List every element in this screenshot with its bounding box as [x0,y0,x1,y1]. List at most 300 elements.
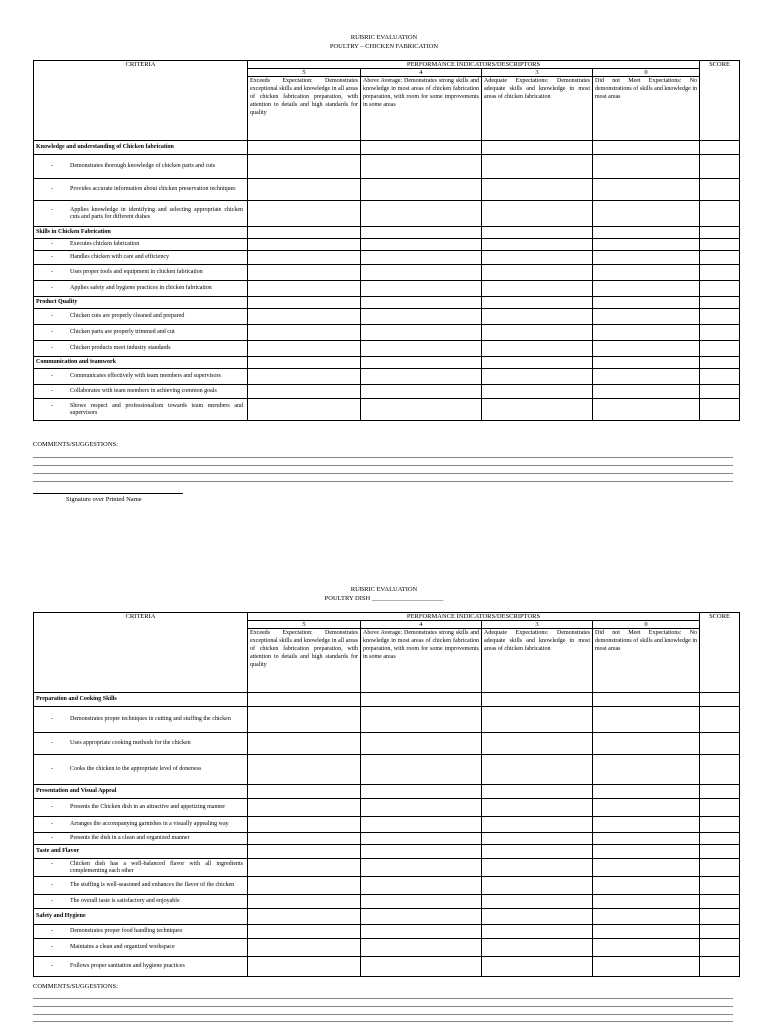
rating-cell[interactable] [593,325,700,341]
criteria-text: Chicken parts are properly trimmed and cut [70,328,175,335]
score-cell[interactable] [700,155,740,179]
section-row [34,357,740,369]
comment-line[interactable] [33,457,733,458]
bullet-dash: - [51,860,53,867]
rating-cell[interactable] [248,297,361,309]
level-num: 4 [361,621,482,629]
criteria-row [34,251,740,265]
level-descriptor: Exceeds Expectation: Demonstrates exceptional skills and knowledge in all areas of chicken fabrication preparation, with attention to details and high standards for quality [248,629,361,693]
rating-cell[interactable] [361,265,482,281]
criteria-text: Collaborates with team members in achieving common goals [70,387,217,394]
rating-cell[interactable] [361,733,482,755]
score-cell[interactable] [700,357,740,369]
rating-cell[interactable] [482,707,593,733]
rating-cell[interactable] [593,799,700,817]
rating-cell[interactable] [593,909,700,925]
rating-cell[interactable] [248,385,361,399]
rating-cell[interactable] [482,909,593,925]
criteria-text: Demonstrates thorough knowledge of chicken parts and cuts [70,162,216,169]
criteria-item [34,859,248,877]
rating-cell[interactable] [361,179,482,201]
criteria-text: Shows respect and professionalism towards team members and supervisors [70,402,243,416]
section-heading: Preparation and Cooking Skills [34,693,248,707]
comment-line[interactable] [33,1021,733,1022]
rating-cell[interactable] [593,707,700,733]
criteria-item [34,385,248,399]
rating-cell[interactable] [482,693,593,707]
rating-cell[interactable] [593,733,700,755]
rating-cell[interactable] [593,755,700,785]
sheet1-title: RUBRIC EVALUATION [350,34,418,41]
rating-cell[interactable] [248,785,361,799]
bullet-dash: - [51,284,53,291]
rubric-table-2 [33,612,740,977]
criteria-text: Chicken products meet industry standards [70,344,171,351]
rating-cell[interactable] [361,707,482,733]
rating-cell[interactable] [482,239,593,251]
rating-cell[interactable] [248,833,361,845]
criteria-header: CRITERIA [34,613,248,693]
rating-cell[interactable] [361,817,482,833]
rating-cell[interactable] [361,227,482,239]
rating-cell[interactable] [361,357,482,369]
criteria-text: Follows proper sanitation and hygiene practices [70,962,185,969]
rating-cell[interactable] [248,265,361,281]
bullet-dash: - [51,897,53,904]
bullet-dash: - [51,739,53,746]
score-cell[interactable] [700,895,740,909]
rating-cell[interactable] [361,859,482,877]
rating-cell[interactable] [361,369,482,385]
bullet-dash: - [51,185,53,192]
rating-cell[interactable] [593,693,700,707]
rating-cell[interactable] [593,895,700,909]
score-cell[interactable] [700,251,740,265]
rating-cell[interactable] [482,309,593,325]
section-row [34,845,740,859]
rating-cell[interactable] [593,341,700,357]
rating-cell[interactable] [482,817,593,833]
criteria-header: CRITERIA [34,61,248,141]
criteria-text: The stuffing is well-seasoned and enhances the flavor of the chicken [70,881,235,888]
level-descriptor: Above Average: Demonstrates strong skills and knowledge in most areas of chicken fabrication preparation, with room for some improvements in some areas [361,629,482,693]
criteria-row [34,957,740,977]
score-cell[interactable] [700,309,740,325]
rating-cell[interactable] [361,385,482,399]
rating-cell[interactable] [482,201,593,227]
rating-cell[interactable] [248,693,361,707]
rating-cell[interactable] [361,877,482,895]
criteria-text: Chicken cuts are properly cleaned and prepared [70,312,185,319]
criteria-item [34,957,248,977]
score-cell[interactable] [700,201,740,227]
score-cell[interactable] [700,297,740,309]
rating-cell[interactable] [593,385,700,399]
level-num: 5 [248,69,361,77]
level-num: 0 [593,621,700,629]
score-cell[interactable] [700,399,740,421]
rating-cell[interactable] [361,755,482,785]
rating-cell[interactable] [482,281,593,297]
score-cell[interactable] [700,369,740,385]
section-row [34,785,740,799]
rating-cell[interactable] [248,239,361,251]
rating-cell[interactable] [361,895,482,909]
score-header: SCORE [700,613,740,693]
score-cell[interactable] [700,733,740,755]
rating-cell[interactable] [593,369,700,385]
rating-cell[interactable] [593,357,700,369]
criteria-row [34,369,740,385]
criteria-item [34,895,248,909]
score-cell[interactable] [700,957,740,977]
score-cell[interactable] [700,909,740,925]
criteria-row [34,265,740,281]
rating-cell[interactable] [361,141,482,155]
rating-cell[interactable] [593,877,700,895]
level-descriptor: Adequate Expectations: Demonstrates adequate skills and knowledge in most areas of chicken fabrication [482,629,593,693]
rating-cell[interactable] [482,799,593,817]
criteria-item [34,817,248,833]
criteria-row [34,201,740,227]
criteria-item [34,833,248,845]
rating-cell[interactable] [361,325,482,341]
comment-line[interactable] [33,473,733,474]
criteria-row [34,895,740,909]
criteria-text: The overall taste is satisfactory and enjoyable [70,897,180,904]
rating-cell[interactable] [248,895,361,909]
rating-cell[interactable] [593,859,700,877]
score-cell[interactable] [700,833,740,845]
section-heading: Safety and Hygiene [34,909,248,925]
rating-cell[interactable] [593,179,700,201]
rating-cell[interactable] [593,785,700,799]
criteria-item [34,925,248,939]
criteria-row [34,833,740,845]
rating-cell[interactable] [361,957,482,977]
criteria-row [34,707,740,733]
rating-cell[interactable] [361,281,482,297]
rating-cell[interactable] [361,341,482,357]
score-cell[interactable] [700,755,740,785]
score-cell[interactable] [700,877,740,895]
rating-cell[interactable] [248,755,361,785]
comment-line[interactable] [33,998,733,999]
rating-cell[interactable] [248,281,361,297]
rating-cell[interactable] [482,755,593,785]
rating-cell[interactable] [593,817,700,833]
rating-cell[interactable] [248,707,361,733]
criteria-row [34,817,740,833]
rating-cell[interactable] [593,309,700,325]
criteria-item [34,309,248,325]
rating-cell[interactable] [482,859,593,877]
rating-cell[interactable] [482,265,593,281]
level-descriptor: Adequate Expectations: Demonstrates adequate skills and knowledge in most areas of chicken fabrication [482,77,593,141]
rating-cell[interactable] [248,309,361,325]
score-cell[interactable] [700,239,740,251]
comments-label-2: COMMENTS/SUGGESTIONS: [33,983,118,990]
performance-indicators-header: PERFORMANCE INDICATORS/DESCRIPTORS [248,613,700,621]
criteria-row [34,733,740,755]
criteria-text: Arranges the accompanying garnishes in a visually appealing way [70,820,229,827]
rating-cell[interactable] [248,141,361,155]
score-cell[interactable] [700,141,740,155]
rating-cell[interactable] [482,369,593,385]
criteria-item [34,201,248,227]
signature-line[interactable] [33,493,183,494]
rating-cell[interactable] [482,939,593,957]
rating-cell[interactable] [482,833,593,845]
bullet-dash: - [51,206,53,213]
criteria-item [34,251,248,265]
score-cell[interactable] [700,859,740,877]
rating-cell[interactable] [248,925,361,939]
criteria-text: Demonstrates proper techniques in cutting and stuffing the chicken [70,715,231,722]
section-heading: Communication and teamwork [34,357,248,369]
rating-cell[interactable] [482,141,593,155]
rating-cell[interactable] [482,733,593,755]
rating-cell[interactable] [593,297,700,309]
level-num: 3 [482,621,593,629]
comment-line[interactable] [33,465,733,466]
rating-cell[interactable] [361,251,482,265]
criteria-text: Handles chicken with care and efficiency [70,253,170,260]
rating-cell[interactable] [248,325,361,341]
criteria-text: Executes chicken fabrication [70,240,140,247]
rating-cell[interactable] [482,155,593,179]
criteria-item [34,755,248,785]
rating-cell[interactable] [248,227,361,239]
rating-cell[interactable] [361,785,482,799]
rating-cell[interactable] [248,357,361,369]
criteria-item [34,265,248,281]
criteria-item [34,179,248,201]
rating-cell[interactable] [361,909,482,925]
criteria-text: Uses appropriate cooking methods for the chicken [70,739,191,746]
criteria-row [34,755,740,785]
level-descriptor: Did not Meet Expectations: No demonstrations of skills and knowledge in most areas [593,629,700,693]
rating-cell[interactable] [482,925,593,939]
section-row [34,693,740,707]
section-heading: Presentation and Visual Appeal [34,785,248,799]
rating-cell[interactable] [248,957,361,977]
rating-cell[interactable] [248,909,361,925]
rating-cell[interactable] [482,179,593,201]
rating-cell[interactable] [248,859,361,877]
rating-cell[interactable] [361,239,482,251]
rating-cell[interactable] [593,141,700,155]
rating-cell[interactable] [248,251,361,265]
rating-cell[interactable] [248,369,361,385]
score-cell[interactable] [700,179,740,201]
rating-cell[interactable] [248,201,361,227]
bullet-dash: - [51,820,53,827]
rating-cell[interactable] [593,845,700,859]
criteria-item [34,799,248,817]
rating-cell[interactable] [361,799,482,817]
rating-cell[interactable] [361,925,482,939]
section-row [34,227,740,239]
rating-cell[interactable] [593,265,700,281]
score-cell[interactable] [700,707,740,733]
section-heading: Skills in Chicken Fabrication [34,227,248,239]
score-cell[interactable] [700,385,740,399]
rating-cell[interactable] [593,227,700,239]
criteria-row [34,179,740,201]
bullet-dash: - [51,328,53,335]
sheet2-subtitle: POULTRY DISH ______________________ [324,595,444,602]
bullet-dash: - [51,268,53,275]
score-cell[interactable] [700,265,740,281]
rating-cell[interactable] [482,895,593,909]
bullet-dash: - [51,715,53,722]
rating-cell[interactable] [248,399,361,421]
rating-cell[interactable] [361,201,482,227]
rating-cell[interactable] [482,845,593,859]
rating-cell[interactable] [482,785,593,799]
rating-cell[interactable] [361,309,482,325]
criteria-text: Chicken dish has a well-balanced flavor with all ingredients complementing each other [70,860,243,874]
criteria-text: Maintains a clean and organized workspace [70,943,175,950]
rating-cell[interactable] [593,251,700,265]
criteria-text: Cooks the chicken to the appropriate level of doneness [70,765,202,772]
criteria-text: Presents the Chicken dish in an attractive and appetizing manner [70,803,226,810]
rating-cell[interactable] [482,325,593,341]
rating-cell[interactable] [482,357,593,369]
rating-cell[interactable] [593,201,700,227]
score-cell[interactable] [700,325,740,341]
rating-cell[interactable] [482,385,593,399]
level-num: 0 [593,69,700,77]
rating-cell[interactable] [482,341,593,357]
rating-cell[interactable] [593,155,700,179]
level-num: 5 [248,621,361,629]
rating-cell[interactable] [361,939,482,957]
bullet-dash: - [51,372,53,379]
rating-cell[interactable] [482,297,593,309]
level-num: 3 [482,69,593,77]
criteria-row [34,309,740,325]
section-row [34,297,740,309]
score-cell[interactable] [700,341,740,357]
bullet-dash: - [51,162,53,169]
score-cell[interactable] [700,799,740,817]
criteria-row [34,325,740,341]
bullet-dash: - [51,834,53,841]
score-cell[interactable] [700,925,740,939]
criteria-row [34,399,740,421]
bullet-dash: - [51,927,53,934]
rating-cell[interactable] [482,957,593,977]
criteria-item [34,155,248,179]
criteria-item [34,877,248,895]
rating-cell[interactable] [361,297,482,309]
criteria-item [34,733,248,755]
criteria-item [34,325,248,341]
rating-cell[interactable] [248,845,361,859]
rating-cell[interactable] [361,845,482,859]
rating-cell[interactable] [248,939,361,957]
rating-cell[interactable] [593,925,700,939]
score-cell[interactable] [700,227,740,239]
rating-cell[interactable] [248,733,361,755]
rating-cell[interactable] [361,693,482,707]
criteria-row [34,239,740,251]
score-cell[interactable] [700,939,740,957]
criteria-row [34,385,740,399]
rating-cell[interactable] [248,341,361,357]
score-cell[interactable] [700,817,740,833]
bullet-dash: - [51,387,53,394]
rating-cell[interactable] [482,227,593,239]
section-heading: Taste and Flavor [34,845,248,859]
criteria-text: Applies knowledge in identifying and selecting appropriate chicken cuts and parts for different dishes [70,206,243,220]
comment-line[interactable] [33,1014,733,1015]
section-row [34,141,740,155]
bullet-dash: - [51,765,53,772]
bullet-dash: - [51,253,53,260]
score-cell[interactable] [700,281,740,297]
criteria-row [34,939,740,957]
rating-cell[interactable] [361,155,482,179]
rating-cell[interactable] [482,399,593,421]
sheet2-title: RUBRIC EVALUATION [350,586,418,593]
rubric-table-1 [33,60,740,421]
signature-label: Signature over Printed Name [66,496,142,503]
criteria-row [34,281,740,297]
level-descriptor: Exceeds Expectation: Demonstrates exceptional skills and knowledge in all areas of chicken fabrication preparation, with attention to details and high standards for quality [248,77,361,141]
criteria-row [34,859,740,877]
criteria-row [34,341,740,357]
criteria-text: Communicates effectively with team members and supervisors [70,372,221,379]
rating-cell[interactable] [593,957,700,977]
rating-cell[interactable] [593,399,700,421]
rating-cell[interactable] [593,833,700,845]
rating-cell[interactable] [248,155,361,179]
rating-cell[interactable] [482,251,593,265]
bullet-dash: - [51,344,53,351]
criteria-item [34,707,248,733]
criteria-row [34,799,740,817]
rating-cell[interactable] [248,817,361,833]
rating-cell[interactable] [593,939,700,957]
bullet-dash: - [51,312,53,319]
rating-cell[interactable] [248,179,361,201]
rating-cell[interactable] [248,799,361,817]
comment-line[interactable] [33,1006,733,1007]
criteria-text: Uses proper tools and equipment in chicken fabrication [70,268,203,275]
bullet-dash: - [51,881,53,888]
score-cell[interactable] [700,693,740,707]
criteria-row [34,925,740,939]
rating-cell[interactable] [361,833,482,845]
rating-cell[interactable] [482,877,593,895]
rating-cell[interactable] [593,239,700,251]
criteria-item [34,939,248,957]
rating-cell[interactable] [361,399,482,421]
comment-line[interactable] [33,481,733,482]
performance-indicators-header: PERFORMANCE INDICATORS/DESCRIPTORS [248,61,700,69]
level-descriptor: Above Average: Demonstrates strong skills and knowledge in most areas of chicken fabrication preparation, with room for some improvements in some areas [361,77,482,141]
rating-cell[interactable] [593,281,700,297]
criteria-item [34,281,248,297]
section-heading: Product Quality [34,297,248,309]
score-cell[interactable] [700,845,740,859]
rating-cell[interactable] [248,877,361,895]
score-cell[interactable] [700,785,740,799]
sheet1-subtitle: POULTRY – CHICKEN FABRICATION [329,43,439,50]
